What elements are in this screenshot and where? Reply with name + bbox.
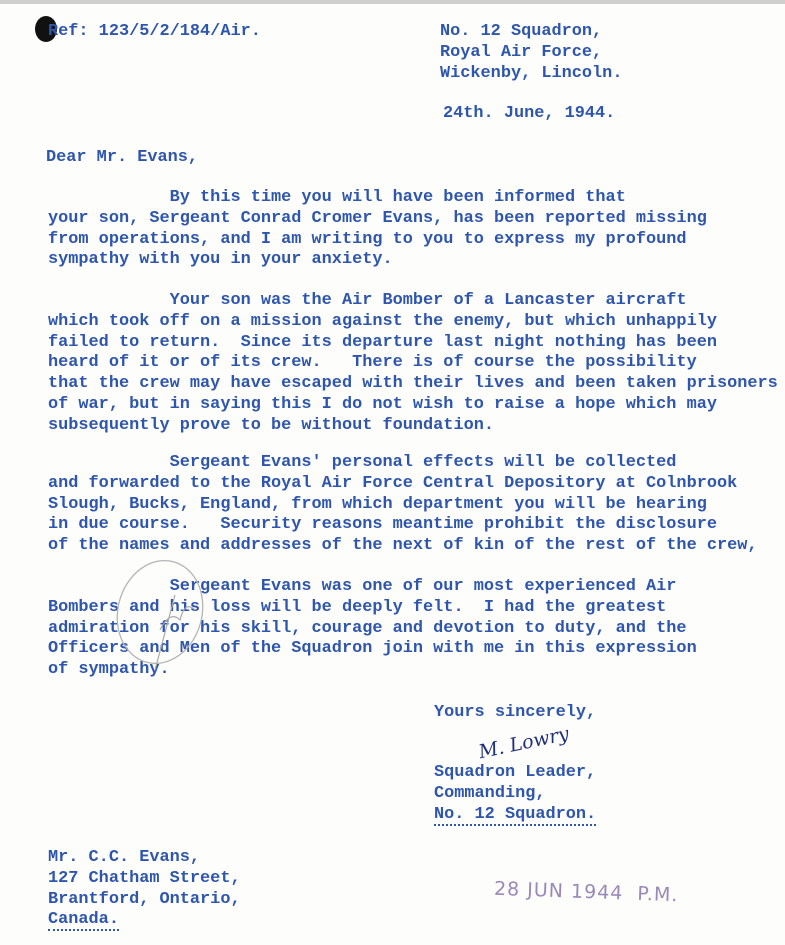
body-line: of sympathy.: [48, 660, 170, 680]
body-line: that the crew may have escaped with their lives and been taken prisoners: [48, 374, 778, 394]
recipient-line: 127 Chatham Street,: [48, 868, 241, 888]
pencil-initials-mark: [100, 500, 240, 680]
salutation: [46, 148, 198, 169]
scan-edge: [0, 0, 785, 4]
title-line: Squadron Leader,: [434, 763, 597, 782]
body-line: from operations, and I am writing to you to express my profound: [48, 229, 687, 249]
body-line: By this time you will have been informed that: [48, 188, 626, 207]
body-line: Sergeant Evans' personal effects will be collected: [48, 453, 677, 472]
body-line: Bombers and his loss will be deeply felt. I had the greatest: [48, 597, 667, 617]
title-line: No. 12 Squadron.: [434, 804, 597, 824]
sender-line: Royal Air Force,: [440, 42, 603, 62]
body-line: sympathy with you in your anxiety.: [48, 250, 393, 270]
body-line: heard of it or of its crew. There is of course the possibility: [48, 353, 697, 373]
closing-text: Yours sincerely,: [434, 703, 597, 722]
body-line: Officers and Men of the Squadron join with me in this expression: [48, 639, 697, 659]
body-line: in due course. Security reasons meantime prohibit the disclosure: [48, 515, 717, 535]
body-line: Sergeant Evans was one of our most experienced Air: [48, 577, 677, 596]
sender-line: No. 12 Squadron,: [440, 22, 603, 41]
body-line: which took off on a mission against the enemy, but which unhappily: [48, 311, 717, 331]
title-line: Commanding,: [434, 783, 546, 803]
recipient-line: Mr. C.C. Evans,: [48, 848, 201, 867]
reference: Ref: 123/5/2/184/Air.: [48, 22, 261, 41]
reference-line: [48, 22, 261, 43]
body-line: and forwarded to the Royal Air Force Central Depository at Colnbrook: [48, 473, 738, 493]
date-text: 24th. June, 1944.: [443, 104, 616, 123]
recipient-address: [48, 848, 241, 931]
body-line: Slough, Bucks, England, from which department you will be hearing: [48, 494, 707, 514]
sender-line: Wickenby, Lincoln.: [440, 63, 623, 83]
letter-date: [443, 104, 615, 125]
body-line: of war, but in saying this I do not wish to raise a hope which may: [48, 394, 717, 414]
body-line: admiration for his skill, courage and devotion to duty, and the: [48, 618, 687, 638]
recipient-line: Canada.: [48, 910, 119, 930]
handwritten-signature: M. Lowry: [476, 722, 571, 764]
closing: [434, 703, 596, 724]
body-line: Your son was the Air Bomber of a Lancaster aircraft: [48, 291, 687, 310]
paragraph-2: [48, 291, 778, 437]
paragraph-1: [48, 188, 707, 271]
recipient-line: Brantford, Ontario,: [48, 889, 241, 909]
salutation-text: Dear Mr. Evans,: [46, 148, 199, 167]
body-line: your son, Sergeant Conrad Cromer Evans, has been reported missing: [48, 208, 707, 228]
received-date-stamp: 28 JUN 1944 P.M.: [493, 877, 679, 907]
body-line: subsequently prove to be without foundation.: [48, 415, 494, 435]
body-line: of the names and addresses of the next of kin of the rest of the crew,: [48, 536, 758, 556]
sender-address: [440, 22, 622, 84]
signatory-title: [434, 763, 596, 825]
body-line: failed to return. Since its departure last night nothing has been: [48, 332, 717, 352]
